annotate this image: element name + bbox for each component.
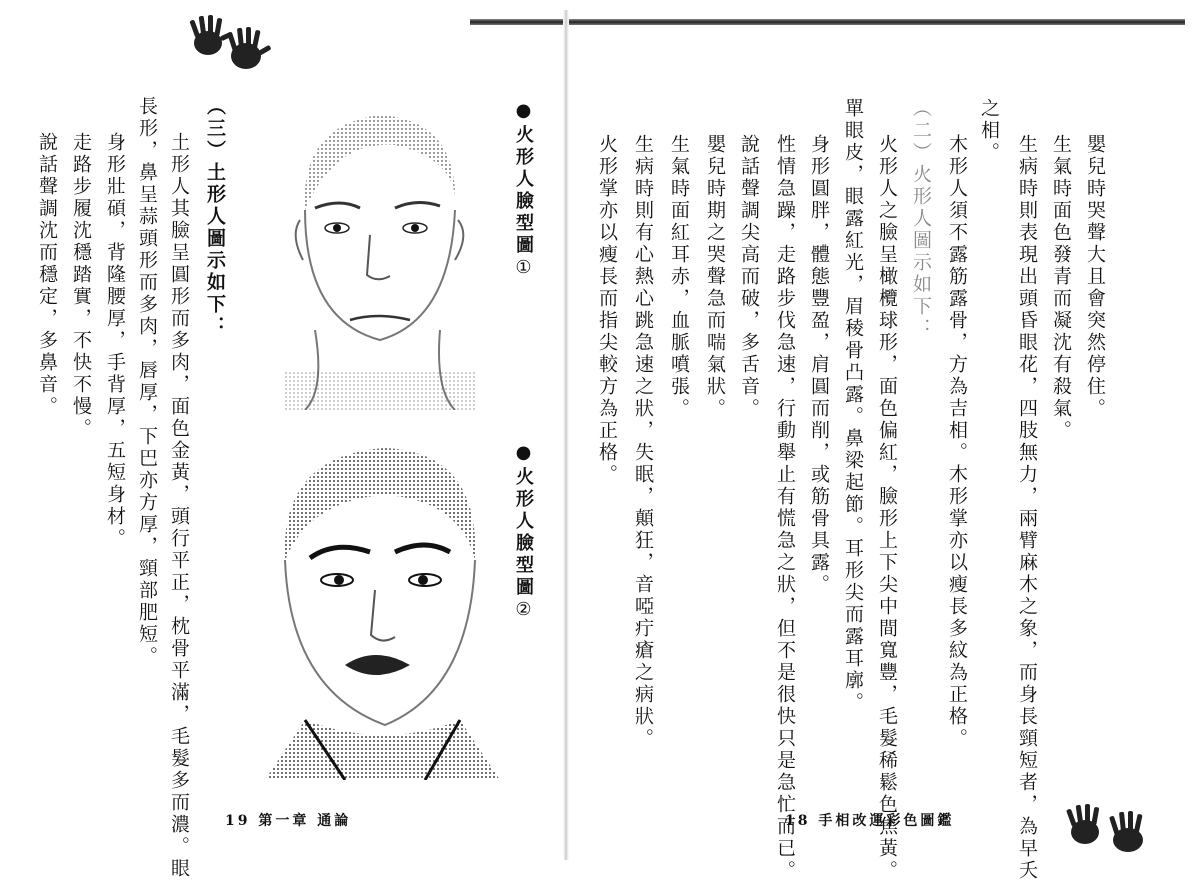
text-line: 木形人須不露筋露骨，方為吉相。木形掌亦以瘦長多紋為正格。 bbox=[946, 134, 968, 750]
paragraph-line: 走路步履沈穩踏實，不快不慢。 bbox=[70, 132, 92, 440]
face-illustration-1 bbox=[245, 100, 510, 410]
paragraph-line: 長形，鼻呈蒜頭形而多肉，唇厚，下巴亦方厚，頸部肥短。 bbox=[136, 96, 158, 668]
text-line: 生病時則表現出頭昏眼花，四肢無力，兩臂麻木之象，而身長頸短者，為早夭 bbox=[1016, 134, 1038, 882]
text-line: 之相。 bbox=[978, 98, 1000, 164]
caption-bullet: ● bbox=[513, 442, 534, 467]
text-line: 嬰兒時哭聲大且會突然停住。 bbox=[1084, 134, 1106, 420]
face-caption-1 bbox=[510, 100, 536, 282]
text-line: 性情急躁，走路步伐急速，行動舉止有慌急之狀，但不是很快只是急忙而已。 bbox=[774, 134, 796, 882]
text-line: 說話聲調尖高而破，多舌音。 bbox=[738, 134, 760, 420]
section-title: （二）火形人圖示如下： bbox=[910, 98, 932, 340]
section-title: （三）土形人圖示如下： bbox=[204, 96, 226, 338]
face-caption-2 bbox=[510, 442, 536, 624]
text-line: 生病時則有心熱心跳急速之狀，失眠，顛狂，音啞疔瘡之病狀。 bbox=[632, 134, 654, 750]
text-line: 嬰兒時期之哭聲急而喘氣狀。 bbox=[704, 134, 726, 420]
left-page bbox=[0, 0, 566, 880]
caption-bullet: ● bbox=[513, 100, 534, 125]
caption-number: ① bbox=[513, 257, 534, 282]
text-line: 生氣時面紅耳赤，血脈噴張。 bbox=[668, 134, 690, 420]
text-line: 身形圓胖，體態豐盈，肩圓而削，或筋骨具露。 bbox=[808, 134, 830, 596]
caption-text: 火形人臉型圖 bbox=[513, 125, 534, 257]
header-rule bbox=[470, 19, 1185, 25]
page-footer: 19 第一章 通論 bbox=[225, 813, 352, 829]
caption-text: 火形人臉型圖 bbox=[513, 467, 534, 599]
paragraph-line: 土形人其臉呈圓形而多肉，面色金黃，頭行平正，枕骨平滿，毛髮多而濃。眼 bbox=[168, 132, 190, 880]
text-line: 單眼皮，眼露紅光，眉稜骨凸露。鼻梁起節。耳形尖而露耳廓。 bbox=[842, 98, 864, 714]
face-illustration-2 bbox=[245, 440, 510, 780]
text-line: 生氣時面色發青而凝沈有殺氣。 bbox=[1050, 134, 1072, 442]
caption-number: ② bbox=[513, 599, 534, 624]
text-line: 火形人之臉呈橄欖球形，面色偏紅，臉形上下尖中間寬豐，毛髮稀鬆色焦黃。 bbox=[876, 134, 898, 882]
paragraph-line: 說話聲調沈而穩定，多鼻音。 bbox=[36, 132, 58, 418]
text-line: 火形掌亦以瘦長而指尖較方為正格。 bbox=[596, 134, 618, 486]
paragraph-line: 身形壯碩，背隆腰厚，手背厚，五短身材。 bbox=[104, 132, 126, 550]
page-footer: 18 手相改運彩色圖鑑 bbox=[785, 813, 955, 829]
handprints-icon bbox=[1060, 800, 1160, 860]
